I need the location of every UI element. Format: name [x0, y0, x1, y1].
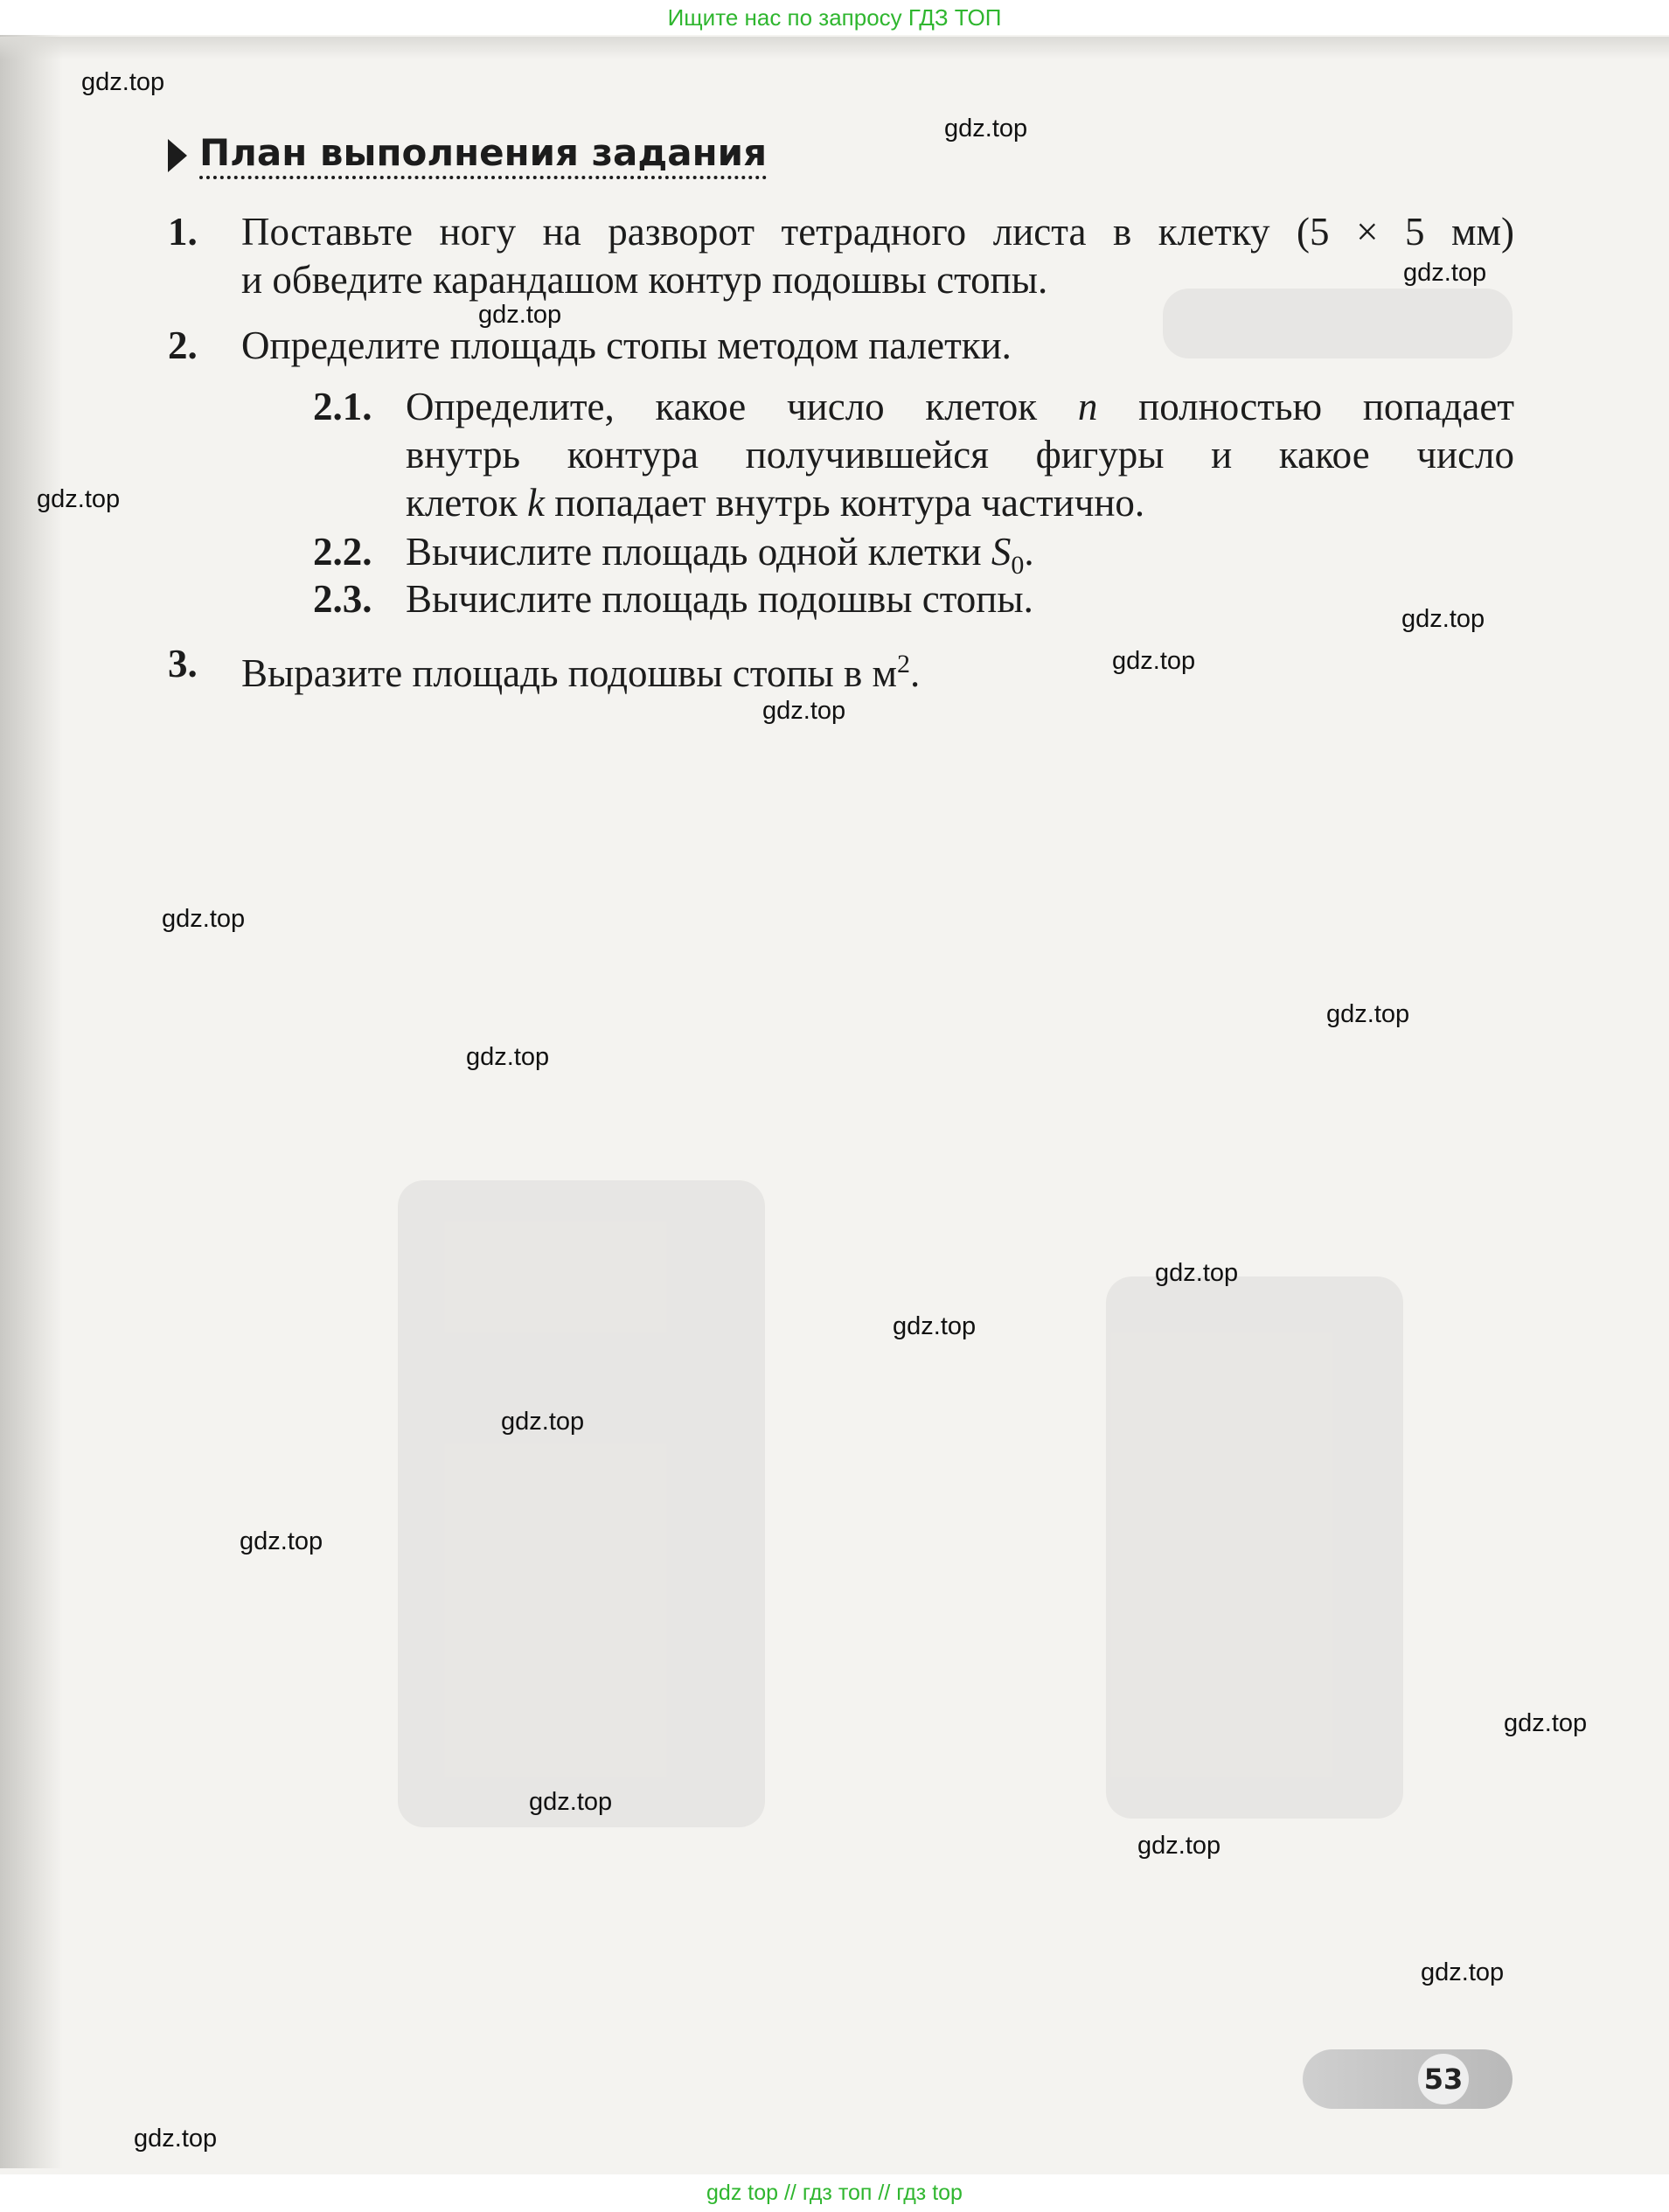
watermark: gdz.top: [134, 2125, 218, 2153]
watermark: gdz.top: [893, 1312, 977, 1340]
watermark: gdz.top: [1112, 647, 1196, 675]
watermark: gdz.top: [501, 1408, 585, 1436]
step-text-line: внутрь контура получившейся фигуры и какое число: [406, 433, 1514, 476]
step-text: Вычислите площадь подошвы стопы.: [406, 577, 1033, 621]
watermark: gdz.top: [1421, 1958, 1505, 1986]
page-number-badge: [1303, 2049, 1513, 2109]
watermark: gdz.top: [162, 905, 246, 933]
watermark: gdz.top: [1504, 1709, 1588, 1737]
watermark: gdz.top: [1137, 1832, 1221, 1860]
variable-k: k: [526, 481, 545, 525]
step-2: [168, 322, 1514, 371]
step-number: 2.1.: [313, 385, 372, 428]
bleed-through-illustration-right: [1106, 1276, 1403, 1819]
top-shadow: [0, 37, 1669, 59]
step-number: 1.: [168, 210, 198, 254]
step-3: [168, 640, 1514, 695]
watermark: gdz.top: [1326, 1000, 1410, 1028]
watermark: gdz.top: [37, 485, 121, 513]
step-2-2: [313, 528, 1514, 580]
book-spine-shadow: [0, 35, 63, 2168]
step-text: Вычислите площадь одной клетки $S_0$.: [406, 530, 1034, 580]
watermark: gdz.top: [478, 301, 562, 329]
step-text: Выразите площадь подошвы стопы в $м^2$.: [241, 650, 921, 695]
step-number: 2.: [168, 323, 198, 367]
watermark: gdz.top: [1401, 605, 1485, 633]
step-2-1: [313, 383, 1514, 528]
watermark: gdz.top: [466, 1043, 550, 1071]
step-text-line: и обведите карандашом контур подошвы стопы.: [241, 258, 1048, 302]
watermark: gdz.top: [762, 697, 846, 725]
step-1: [168, 208, 1514, 306]
section-heading: [168, 131, 767, 179]
step-text-line: Определите, какое число клеток n полностью попадает: [406, 385, 1514, 428]
section-heading-text: План выполнения задания: [199, 131, 767, 179]
bleed-through-illustration-left: [398, 1180, 765, 1827]
triangle-bullet-icon: [168, 139, 187, 172]
step-2-3: [313, 575, 1514, 624]
page-number: 53: [1418, 2054, 1469, 2104]
step-text-line: Поставьте ногу на разворот тетрадного листа в клетку (5 × 5 мм): [241, 210, 1514, 254]
watermark: gdz.top: [944, 115, 1028, 143]
step-number: 3.: [168, 642, 198, 685]
watermark: gdz.top: [529, 1788, 613, 1816]
variable-n: n: [1077, 385, 1098, 428]
variable-s: S: [991, 530, 1012, 574]
top-banner[interactable]: Ищите нас по запросу ГДЗ ТОП: [0, 0, 1669, 35]
step-number: 2.2.: [313, 530, 372, 574]
step-text: Определите площадь стопы методом палетки.: [241, 323, 1012, 367]
step-number: 2.3.: [313, 577, 372, 621]
watermark: gdz.top: [1155, 1259, 1239, 1287]
watermark: gdz.top: [240, 1527, 323, 1555]
watermark: gdz.top: [81, 68, 165, 96]
step-text-line: клеток k попадает внутрь контура частично.: [406, 481, 1145, 525]
bottom-footer[interactable]: gdz top // гдз топ // гдз top: [0, 2174, 1669, 2212]
watermark: gdz.top: [1403, 259, 1487, 287]
